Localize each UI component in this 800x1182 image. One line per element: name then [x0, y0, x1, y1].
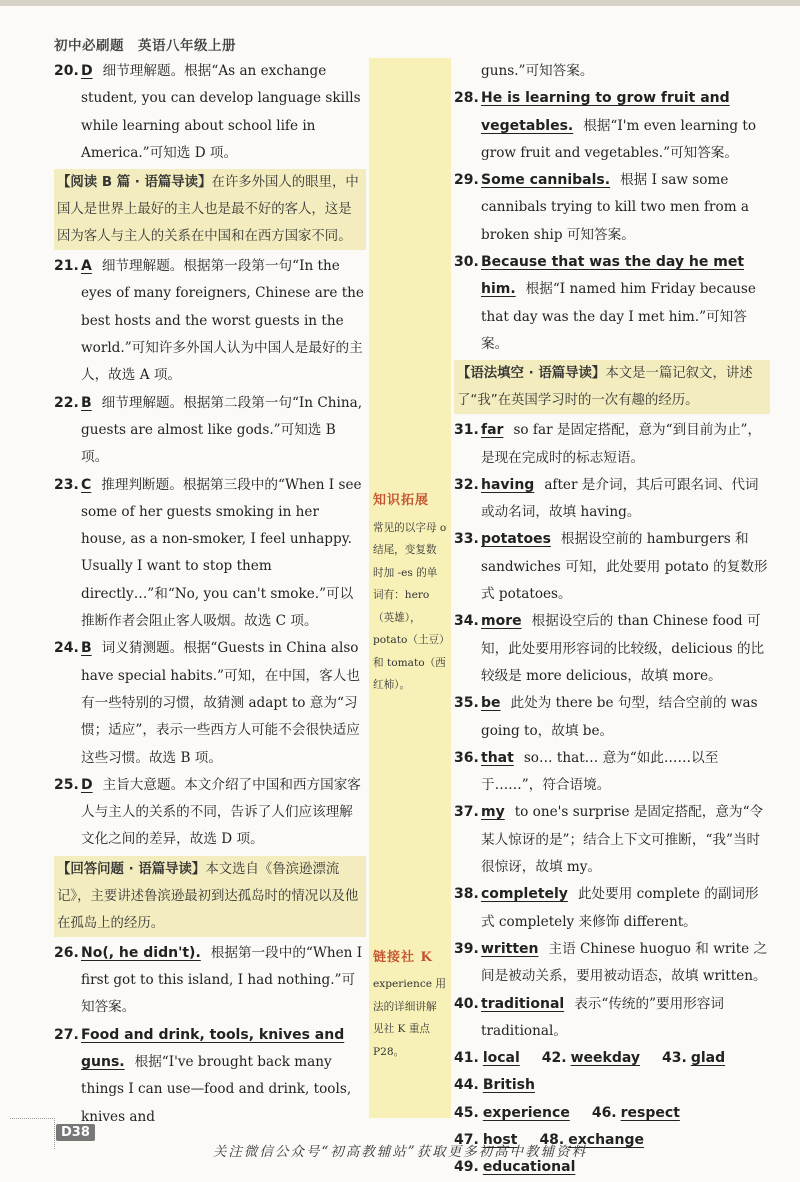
answer-key: experience [482, 1104, 570, 1121]
passage-guide-title: 【回答问题 · 语篇导读】 [57, 861, 206, 877]
answer-key: B [81, 394, 92, 411]
answer-key: potatoes [481, 531, 551, 548]
explanation: 根据设空后的 than Chinese food 可知，此处要用形容词的比较级，delicious 的比较级是 more delicious，故填 more。 [481, 613, 765, 684]
passage-guide-text: 在许多外国人的眼里，中国人是世界上最好的主人也是最不好的客人，这是因为客人与主人的关系在中国和在西方国家不同。 [57, 175, 359, 245]
question-number: 24. [54, 640, 79, 657]
answer-key: written [481, 940, 539, 957]
answer-item [54, 1022, 366, 1131]
explanation: so far 是固定搭配，意为“到目前为止”，是现在完成时的标志短语。 [481, 422, 762, 466]
short-answer [454, 1072, 545, 1099]
right-column [454, 58, 770, 1182]
question-number: 33. [454, 531, 479, 548]
answer-key: educational [482, 1159, 576, 1176]
top-edge [0, 0, 800, 6]
answer-key: No(, he didn't). [81, 944, 201, 961]
answer-key: B [81, 640, 92, 657]
short-answer [454, 1045, 530, 1072]
question-number: 20. [54, 63, 79, 79]
answer-key: completely [481, 886, 568, 903]
explanation: 此处要用 complete 的副词形式 completely 来修饰 different。 [481, 886, 759, 930]
question-number: 48. [539, 1131, 565, 1148]
question-number: 49. [454, 1159, 479, 1176]
answer-key: having [481, 476, 535, 493]
answer-key: that [481, 749, 514, 766]
answer-key: more [481, 613, 522, 630]
explanation: after 是介词，其后可跟名词、代词或动名词，故填 having。 [481, 476, 759, 521]
answer-item [454, 745, 770, 800]
answer-key: traditional [481, 995, 565, 1012]
explanation: 根据第一段中的“When I first got to this island, I had nothing.”可知答案。 [81, 944, 363, 1016]
question-number: 40. [454, 995, 479, 1012]
explanation: 细节理解题。根据第二段第一句“In China, guests are almost like gods.”可知选 B 项。 [81, 394, 363, 466]
answer-key: A [81, 258, 92, 275]
answer-item [54, 772, 366, 854]
passage-guide-title: 【语法填空 · 语篇导读】 [457, 366, 606, 382]
question-number: 39. [454, 940, 479, 957]
link-heading: 链接社 K [373, 949, 433, 965]
explanation: 根据“I'm even learning to grow fruit and vegetables.”可知答案。 [481, 117, 757, 161]
link-text: experience 用法的详细讲解见社 K 重点 P28。 [373, 978, 447, 1058]
knowledge-extension-text: 常见的以字母 o 结尾，变复数时加 -es 的单词有：hero（英雄），potato（土豆）和 tomato（西红柿）。 [373, 521, 447, 691]
answer-key: respect [620, 1104, 680, 1121]
passage-guide-text: 本文选自《鲁滨逊漂流记》，主要讲述鲁滨逊最初到达孤岛时的情况以及他在孤岛上的经历。 [57, 861, 359, 931]
passage-guide-text: 本文是一篇记叙文，讲述了“我”在英国学习时的一次有趣的经历。 [457, 366, 753, 409]
question-number: 41. [454, 1050, 479, 1067]
question-number: 47. [454, 1131, 479, 1148]
running-head: 初中必刷题 英语八年级上册 [54, 38, 236, 54]
question-number: 38. [454, 886, 479, 903]
answer-item [454, 991, 770, 1046]
answer-item [454, 167, 770, 249]
answer-item [454, 881, 770, 936]
explanation: 根据 I saw some cannibals trying to kill two men from a broken ship 可知答案。 [481, 172, 750, 243]
footer-note: 关注微信公众号“初高教辅站”获取更多初高中教辅资料 [212, 1144, 588, 1160]
explanation: 根据“I've brought back many things I can use—food and drink, tools, knives and [81, 1053, 352, 1125]
question-number: 35. [454, 695, 479, 712]
question-number: 45. [454, 1104, 479, 1121]
answer-item [54, 390, 366, 472]
question-number: 21. [54, 258, 79, 275]
answer-item [454, 526, 770, 608]
answer-key: C [81, 476, 92, 493]
answer-item [454, 608, 770, 690]
answer-key: Food and drink, tools, knives and guns. [81, 1026, 345, 1070]
answer-key: local [482, 1050, 520, 1067]
answer-key: D [81, 63, 93, 79]
answer-item [454, 936, 770, 991]
sidebar-notes [369, 58, 451, 1118]
question-number: 27. [54, 1026, 79, 1043]
short-answer [662, 1045, 735, 1072]
question-number: 31. [454, 422, 479, 439]
answer-key: British [482, 1077, 535, 1094]
short-answer-row [454, 1045, 770, 1072]
question-number: 43. [662, 1050, 687, 1067]
answer-key: be [481, 695, 501, 712]
question-number: 26. [54, 944, 79, 961]
answer-key: weekday [570, 1050, 640, 1067]
answer-item [454, 249, 770, 358]
explanation: 推理判断题。根据第三段中的“When I see some of her guests smoking in her house, as a non-smoker, I feel unhappy. Usually I want to stop them directly…”和“No, you can't smoke.”可以推断作者会阻止客人吸烟。故选 C 项。 [81, 476, 362, 630]
continued-text: guns.”可知答案。 [481, 63, 594, 79]
explanation: 细节理解题。根据“As an exchange student, you can develop language skills while learning about school life in America.”可知选 D 项。 [81, 63, 361, 161]
question-number: 23. [54, 476, 79, 493]
answer-key: D [81, 776, 93, 793]
question-number: 30. [454, 254, 479, 271]
answer-item [454, 690, 770, 745]
answer-item [54, 58, 366, 167]
passage-guide-box [454, 360, 770, 414]
answer-item [454, 472, 770, 527]
short-answer [592, 1100, 690, 1127]
passage-guide-title: 【阅读 B 篇 · 语篇导读】 [57, 175, 212, 191]
explanation: to one's surprise 是固定搭配，意为“令某人惊讶的是”；结合上下文可推断，“我”当时很惊讶，故填 my。 [481, 804, 764, 876]
answer-item [54, 253, 366, 389]
answer-key: my [481, 804, 505, 821]
short-answer [542, 1045, 650, 1072]
question-number: 28. [454, 90, 479, 107]
left-column [54, 58, 366, 1131]
question-number: 42. [541, 1050, 567, 1067]
explanation: 细节理解题。根据第一段第一句“In the eyes of many foreigners, Chinese are the best hosts and the worst guests in the world.”可知许多外国人认为中国人是最好的主人，故选 A 项。 [81, 258, 364, 384]
explanation: 主旨大意题。本文介绍了中国和西方国家客人与主人的关系的不同，告诉了人们应该理解文化之间的差异，故选 D 项。 [81, 776, 361, 848]
explanation: 此处为 there be 句型，结合空前的 was going to，故填 be。 [481, 695, 758, 739]
answer-item [454, 799, 770, 881]
answer-key: host [482, 1131, 518, 1148]
answer-item [54, 472, 366, 636]
explanation: so… that… 意为“如此……以至于……”，符合语境。 [481, 749, 719, 794]
passage-guide-box [54, 856, 366, 937]
explanation: 根据设空前的 hamburgers 和 sandwiches 可知，此处要用 potato 的复数形式 potatoes。 [481, 531, 768, 603]
answer-item [454, 417, 770, 472]
answer-key: Because that was the day he met him. [481, 254, 745, 298]
answer-key: glad [690, 1050, 726, 1067]
question-number: 37. [454, 804, 479, 821]
answer-item [54, 940, 366, 1022]
question-number: 32. [454, 476, 479, 493]
answer-key: exchange [568, 1131, 644, 1148]
answer-item [454, 85, 770, 167]
explanation: 根据“I named him Friday because that day was the day I met him.”可知答案。 [481, 281, 756, 352]
question-number: 36. [454, 749, 479, 766]
explanation: 表示“传统的”要用形容词 traditional。 [481, 995, 725, 1039]
answer-key: He is learning to grow fruit and vegetables. [481, 90, 730, 134]
question-number: 25. [54, 776, 79, 793]
answer-key: far [481, 422, 504, 439]
question-number: 46. [591, 1104, 617, 1121]
short-answer-row [454, 1100, 770, 1127]
question-number: 44. [454, 1077, 479, 1094]
question-number: 29. [454, 172, 479, 189]
page-number: D38 [56, 1124, 95, 1141]
passage-guide-box [54, 169, 366, 250]
question-number: 22. [54, 394, 79, 411]
question-number: 34. [454, 613, 479, 630]
answer-item [54, 635, 366, 771]
short-answer [454, 1100, 580, 1127]
knowledge-extension-heading: 知识拓展 [373, 493, 430, 508]
explanation: 词义猜测题。根据“Guests in China also have special habits.”可知，在中国，客人也有一些特别的习惯，故猜测 adapt to 意为“习惯；适应”，表示一些西方人可能不会很快适应这些习惯。故选 B 项。 [81, 640, 360, 766]
short-answer-row [454, 1072, 770, 1099]
explanation: 主语 Chinese huoguo 和 write 之间是被动关系，要用被动语态，故填 written。 [481, 940, 768, 985]
answer-key: Some cannibals. [481, 172, 611, 189]
